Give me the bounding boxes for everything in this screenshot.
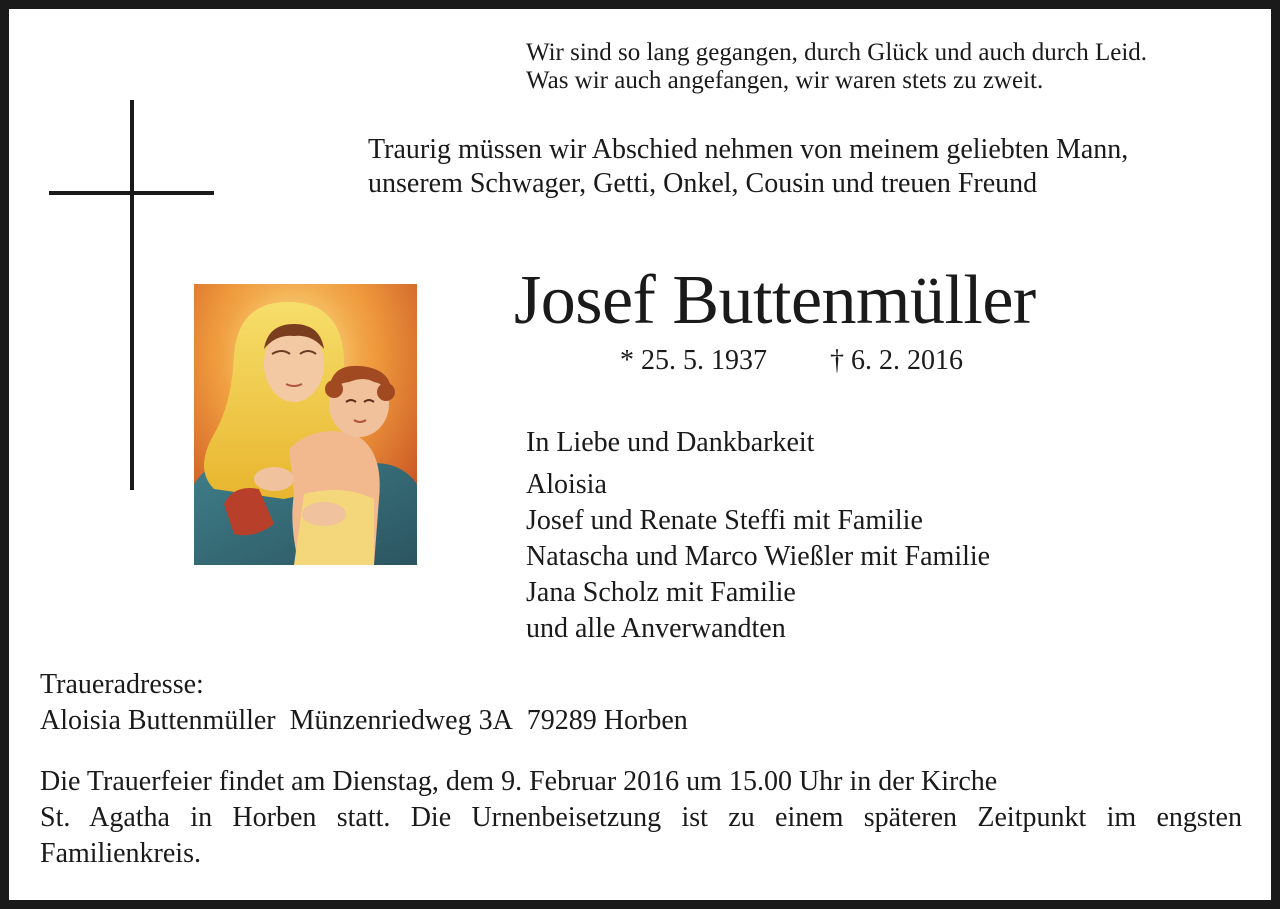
thanks-line: In Liebe und Dankbarkeit bbox=[526, 427, 815, 458]
address-city: 79289 Horben bbox=[526, 705, 688, 736]
deceased-name: Josef Buttenmüller bbox=[514, 262, 1036, 339]
intro-text bbox=[368, 133, 1258, 201]
service-line: Die Trauerfeier findet am Dienstag, dem 9. Februar 2016 um 15.00 Uhr in der Kirche bbox=[40, 766, 998, 797]
address-line bbox=[40, 703, 688, 739]
poem bbox=[526, 39, 1266, 95]
poem-line: Was wir auch angefangen, wir waren stets zu zweit. bbox=[526, 67, 1044, 94]
mourning-address bbox=[40, 667, 688, 739]
mourner: und alle Anverwandten bbox=[526, 613, 786, 644]
service-line: St. Agatha in Horben statt. Die Urnenbeisetzung ist zu einem späteren Zeitpunkt im engsten bbox=[40, 802, 1242, 833]
address-label: Traueradresse: bbox=[40, 669, 204, 700]
poem-line: Wir sind so lang gegangen, durch Glück und auch durch Leid. bbox=[526, 39, 1148, 66]
mourner: Aloisia bbox=[526, 469, 607, 500]
madonna-and-child-illustration bbox=[194, 284, 417, 565]
birth-date: * 25. 5. 1937 bbox=[620, 345, 767, 376]
madonna-and-child-image bbox=[194, 284, 417, 565]
cross-horizontal-bar bbox=[49, 191, 214, 195]
mourner: Josef und Renate Steffi mit Familie bbox=[526, 505, 923, 536]
life-dates bbox=[620, 343, 963, 379]
address-street: Münzenriedweg 3A bbox=[289, 705, 513, 736]
obituary-notice bbox=[9, 9, 1271, 900]
mourner: Natascha und Marco Wießler mit Familie bbox=[526, 541, 991, 572]
intro-line: Traurig müssen wir Abschied nehmen von meinem geliebten Mann, bbox=[368, 134, 1129, 165]
service-line: Familienkreis. bbox=[40, 838, 201, 869]
mourners-list bbox=[526, 467, 990, 647]
address-name: Aloisia Buttenmüller bbox=[40, 705, 276, 736]
service-info bbox=[40, 764, 1242, 872]
cross-vertical-bar bbox=[130, 100, 134, 490]
intro-line: unserem Schwager, Getti, Onkel, Cousin und treuen Freund bbox=[368, 168, 1038, 199]
death-date: † 6. 2. 2016 bbox=[830, 345, 963, 376]
mourner: Jana Scholz mit Familie bbox=[526, 577, 796, 608]
